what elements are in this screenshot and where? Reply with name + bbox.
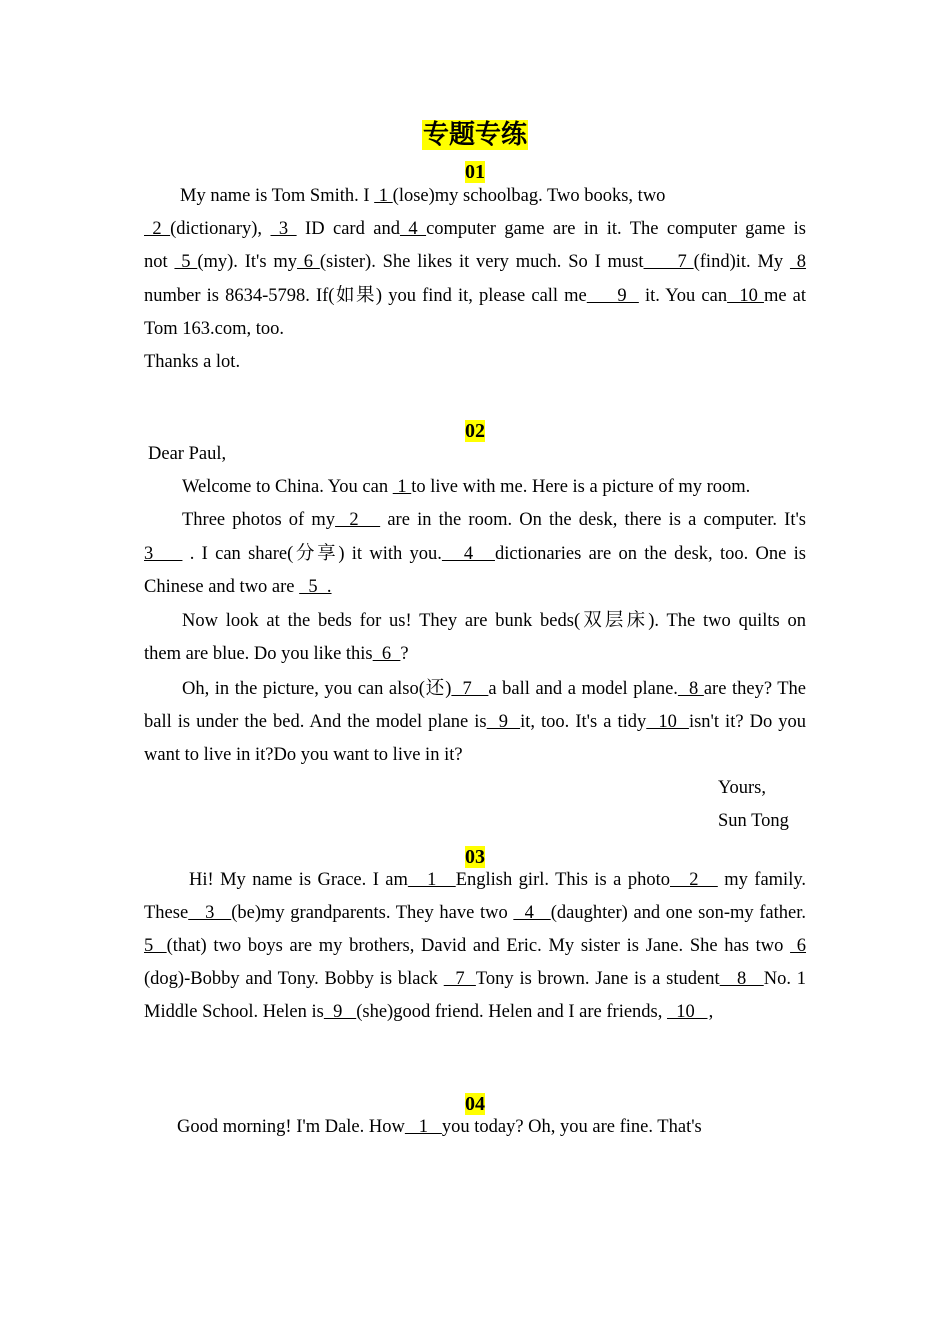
section-03-heading: 03 — [465, 846, 485, 868]
blank: 9 — [586, 286, 639, 306]
s3-line-1: Hi! My name is Grace. I am 1 English girl. This is a photo 2 my family. — [189, 870, 807, 890]
blank: 8 — [719, 969, 764, 989]
s2-line-7: Oh, in the picture, you can also(还) 7 a ball and a model plane. 8 are they? The — [182, 679, 807, 699]
s1-line-3: not 5 (my). It's my 6 (sister). She likes it very much. So I must 7 (find)it. My 8 — [144, 252, 807, 272]
blank: 10 — [646, 712, 689, 732]
blank: 8 — [677, 679, 704, 699]
blank: 7 — [451, 679, 489, 699]
blank: 4 — [441, 544, 495, 564]
blank: 4 — [513, 903, 551, 923]
blank: 6 — [296, 252, 320, 272]
blank: 5 . — [299, 577, 332, 597]
blank: 5 — [174, 252, 198, 272]
section-01-heading: 01 — [465, 161, 485, 183]
s2-line-3: 3 . I can share(分享) it with you. 4 dictionaries are on the desk, too. One is — [144, 544, 807, 564]
s3-line-4: (dog)-Bobby and Tony. Bobby is black 7 Tony is brown. Jane is a student 8 No. 1 — [144, 969, 807, 989]
blank: 3 — [188, 903, 232, 923]
blank: 3 — [144, 544, 183, 564]
blank: 6 — [372, 644, 401, 664]
blank: 10 — [727, 286, 764, 306]
s1-line-6: Thanks a lot. — [144, 352, 241, 372]
blank: 8 — [789, 252, 807, 272]
s1-line-1: My name is Tom Smith. I 1 (lose)my schoolbag. Two books, two — [180, 186, 666, 206]
s2-line-1: Welcome to China. You can 1 to live with me. Here is a picture of my room. — [182, 477, 751, 497]
s3-line-5: Middle School. Helen is 9 (she)good friend. Helen and I are friends, 10 , — [144, 1002, 714, 1022]
blank: 2 — [669, 870, 718, 890]
s2-line-2: Three photos of my 2 are in the room. On the desk, there is a computer. It's — [182, 510, 807, 530]
s1-line-5: Tom 163.com, too. — [144, 319, 285, 339]
s2-closing: Yours, — [718, 778, 766, 798]
page-title: 专题专练 — [422, 120, 527, 150]
s2-greeting: Dear Paul, — [148, 444, 227, 464]
blank: 9 — [486, 712, 521, 732]
blank: 1 — [407, 870, 456, 890]
blank: 7 — [643, 252, 694, 272]
s2-signature: Sun Tong — [718, 811, 789, 831]
blank: 3 — [270, 219, 297, 239]
s2-line-9: want to live in it?Do you want to live in it? — [144, 745, 463, 765]
blank: 5 — [144, 936, 167, 956]
s2-line-8: ball is under the bed. And the model plane is 9 it, too. It's a tidy 10 isn't it? Do you — [144, 712, 807, 732]
blank: 1 — [392, 477, 412, 497]
s1-line-2: 2 (dictionary), 3 ID card and 4 computer game are in it. The computer game is — [144, 219, 807, 239]
s2-line-5: Now look at the beds for us! They are bunk beds(双层床). The two quilts on — [182, 611, 806, 631]
s2-line-4: Chinese and two are 5 . — [144, 577, 332, 597]
blank: 1 — [374, 186, 393, 206]
blank: 9 — [323, 1002, 357, 1022]
section-02-heading: 02 — [465, 420, 485, 442]
blank: 2 — [335, 510, 381, 530]
s1-line-4: number is 8634-5798. If(如果) you find it, please call me 9 it. You can 10 me at — [144, 286, 807, 306]
s2-line-6: them are blue. Do you like this 6 ? — [144, 644, 409, 664]
blank: 7 — [443, 969, 476, 989]
blank: 6 — [790, 936, 807, 956]
s4-line-1: Good morning! I'm Dale. How 1 you today? Oh, you are fine. That's — [177, 1117, 702, 1137]
s3-line-2: These 3 (be)my grandparents. They have two 4 (daughter) and one son-my father. — [144, 903, 806, 923]
blank: 1 — [404, 1117, 442, 1137]
s3-line-3: 5 (that) two boys are my brothers, David and Eric. My sister is Jane. She has two 6 — [144, 936, 807, 956]
blank: 4 — [399, 219, 427, 239]
blank: 2 — [144, 219, 171, 239]
blank: 10 , — [667, 1002, 714, 1022]
section-04-heading: 04 — [465, 1093, 485, 1115]
